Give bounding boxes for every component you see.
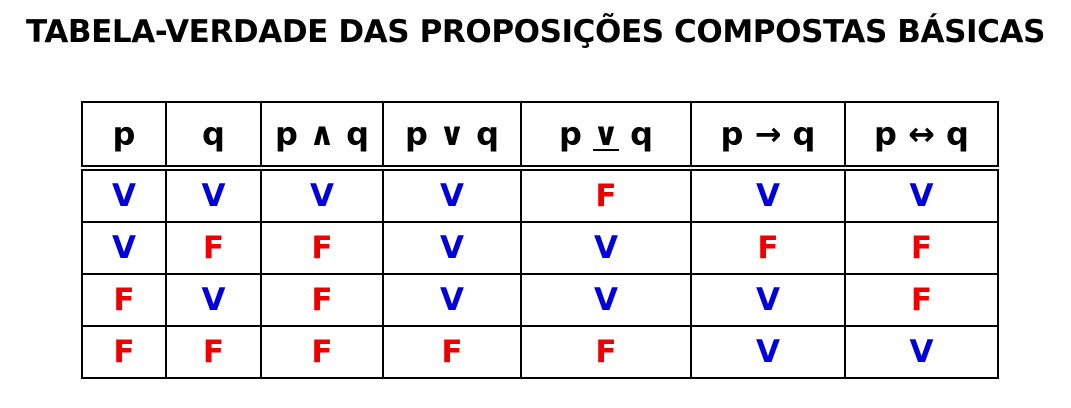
table-row <box>82 222 998 274</box>
table-cell: F <box>521 168 691 222</box>
table-cell: F <box>261 222 383 274</box>
table-cell: F <box>82 274 166 326</box>
table-cell: V <box>521 274 691 326</box>
table-cell: F <box>521 326 691 378</box>
table-cell: V <box>845 326 998 378</box>
biconditional-operator: ↔ <box>908 115 935 153</box>
header-exclusive-disjunction: p ∨ q <box>521 102 691 168</box>
exclusive-disjunction-operator: ∨ <box>593 115 619 153</box>
header-p: p <box>82 102 166 168</box>
table-cell: V <box>691 326 845 378</box>
table-cell: F <box>691 222 845 274</box>
conditional-operator: → <box>754 115 782 153</box>
header-row <box>82 102 998 168</box>
table-cell: V <box>845 168 998 222</box>
table-cell: V <box>691 274 845 326</box>
header-conjunction: p ∧ q <box>261 102 383 168</box>
table-row <box>82 168 998 222</box>
table-cell: F <box>261 326 383 378</box>
table-cell: F <box>845 222 998 274</box>
conjunction-operator: ∧ <box>309 115 335 153</box>
table-cell: V <box>383 222 521 274</box>
table-cell: F <box>82 326 166 378</box>
table-cell: F <box>261 274 383 326</box>
table-row <box>82 326 998 378</box>
truth-table <box>81 101 999 379</box>
header-biconditional: p ↔ q <box>845 102 998 168</box>
page-title: TABELA-VERDADE DAS PROPOSIÇÕES COMPOSTAS BÁSICAS <box>25 14 1046 50</box>
table-cell: V <box>82 168 166 222</box>
table-cell: V <box>521 222 691 274</box>
table-cell: F <box>383 326 521 378</box>
table-row <box>82 274 998 326</box>
table-cell: V <box>383 168 521 222</box>
table-cell: V <box>166 168 261 222</box>
disjunction-operator: ∨ <box>439 115 465 153</box>
table-cell: F <box>166 222 261 274</box>
table-cell: V <box>166 274 261 326</box>
table-cell: F <box>166 326 261 378</box>
table-cell: V <box>82 222 166 274</box>
header-disjunction: p ∨ q <box>383 102 521 168</box>
table-cell: F <box>845 274 998 326</box>
table-cell: V <box>691 168 845 222</box>
table-cell: V <box>261 168 383 222</box>
table-cell: V <box>383 274 521 326</box>
header-conditional: p → q <box>691 102 845 168</box>
header-q: q <box>166 102 261 168</box>
